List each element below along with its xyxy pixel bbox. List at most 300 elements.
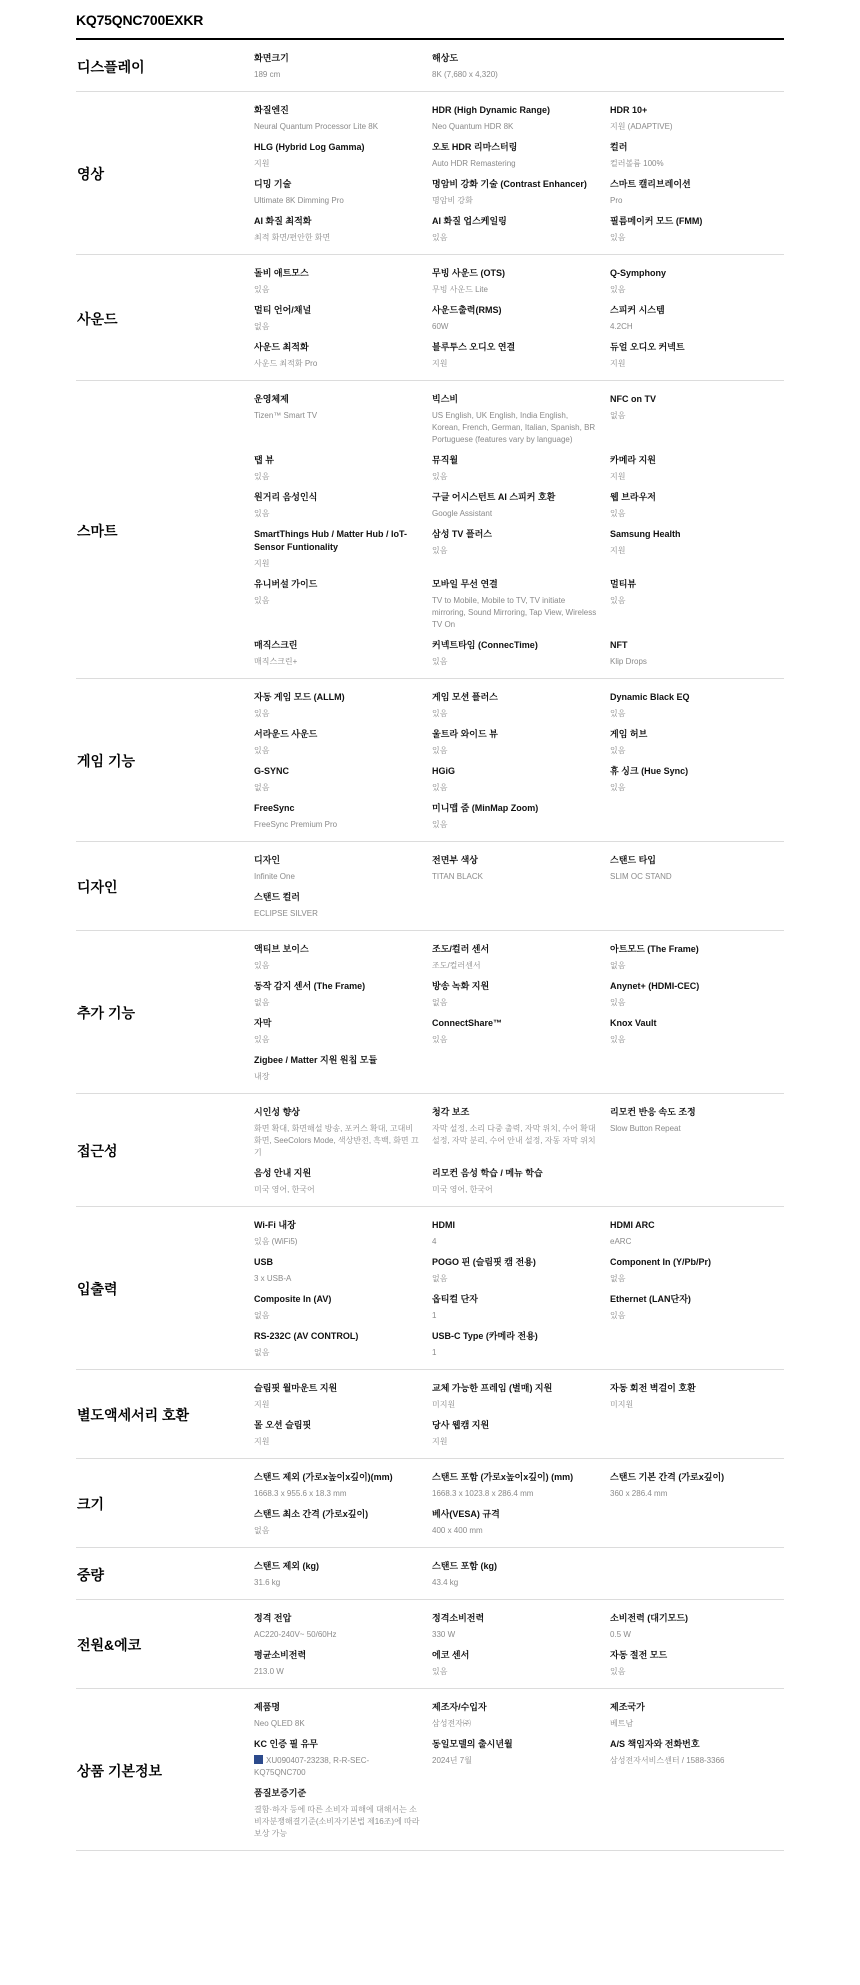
spec-label: 리모컨 음성 학습 / 메뉴 학습: [432, 1168, 543, 1178]
spec-item: [432, 341, 610, 370]
spec-item: [254, 52, 432, 81]
spec-label: 스탠드 포함 (가로x높이x깊이) (mm): [432, 1472, 574, 1482]
spec-grid: [254, 854, 788, 920]
spec-item: [432, 1649, 610, 1678]
spec-value: 없음: [610, 961, 626, 970]
spec-value: 없음: [254, 1526, 270, 1535]
spec-label: 울트라 와이드 뷰: [432, 729, 498, 739]
spec-value: 매직스크린+: [254, 657, 298, 666]
spec-item: [254, 267, 432, 296]
spec-value: 있음: [610, 285, 626, 294]
spec-label: HDMI ARC: [610, 1220, 655, 1230]
spec-value: 결함·하자 등에 따른 소비자 피해에 대해서는 소비자분쟁해결기준(소비자기본법 제16조)에 따라 보상 가능: [254, 1805, 420, 1838]
spec-item: [432, 1017, 610, 1046]
spec-value: Google Assistant: [432, 509, 493, 518]
spec-label: USB-C Type (카메라 전용): [432, 1331, 538, 1341]
model-title: KQ75QNC700EXKR: [76, 0, 784, 40]
spec-section: [76, 1548, 784, 1600]
spec-value: 있음: [254, 1035, 270, 1044]
spec-item: [254, 854, 432, 883]
spec-label: 듀얼 오디오 커넥트: [610, 342, 685, 352]
spec-item: [254, 802, 432, 831]
spec-value: 360 x 286.4 mm: [610, 1489, 668, 1498]
spec-item: [254, 1256, 432, 1285]
section-title: 상품 기본정보: [77, 1762, 163, 1779]
spec-label: 화질엔진: [254, 105, 289, 115]
spec-value: 4: [432, 1237, 437, 1246]
spec-label: 미니맵 줌 (MinMap Zoom): [432, 803, 539, 813]
spec-value: 화면 확대, 화면해설 방송, 포커스 확대, 고대비 화면, SeeColors Mode, 색상반전, 흑백, 화면 끄기: [254, 1124, 419, 1157]
spec-label: 스탠드 포함 (kg): [432, 1561, 497, 1571]
spec-label: Dynamic Black EQ: [610, 692, 690, 702]
spec-value: 있음: [254, 961, 270, 970]
spec-value: 60W: [432, 322, 449, 331]
spec-value: AC220-240V~ 50/60Hz: [254, 1630, 337, 1639]
spec-label: ConnectShare™: [432, 1018, 503, 1028]
spec-item: [432, 1508, 610, 1537]
spec-value: 있음: [254, 472, 270, 481]
spec-item: [610, 141, 788, 170]
spec-item: [432, 802, 610, 831]
spec-label: 스탠드 제외 (kg): [254, 1561, 319, 1571]
spec-label: 에코 센서: [432, 1650, 470, 1660]
spec-item: [254, 578, 432, 631]
spec-label: 동일모델의 출시년월: [432, 1739, 513, 1749]
spec-item: [254, 728, 432, 757]
spec-grid: [254, 1612, 788, 1678]
spec-item: [432, 528, 610, 570]
spec-item: [610, 393, 788, 446]
spec-value: Pro: [610, 196, 623, 205]
spec-label: 명암비 강화 기술 (Contrast Enhancer): [432, 179, 587, 189]
spec-label: 제조국가: [610, 1702, 645, 1712]
spec-value: 지원: [610, 546, 626, 555]
spec-item: [254, 891, 432, 920]
spec-item: [610, 691, 788, 720]
spec-item: [610, 639, 788, 668]
spec-value: Infinite One: [254, 872, 295, 881]
spec-value: 미국 영어, 한국어: [254, 1185, 315, 1194]
spec-label: 베사(VESA) 규격: [432, 1509, 500, 1519]
spec-item: [432, 1106, 610, 1159]
spec-value: 1: [432, 1311, 437, 1320]
spec-value: Ultimate 8K Dimming Pro: [254, 196, 344, 205]
spec-item: [254, 1219, 432, 1248]
spec-label: 슬림핏 월마운트 지원: [254, 1383, 338, 1393]
spec-item: [432, 1738, 610, 1779]
spec-item: [610, 341, 788, 370]
spec-item: [610, 980, 788, 1009]
spec-value: 8K (7,680 x 4,320): [432, 70, 498, 79]
spec-item: [610, 1471, 788, 1500]
spec-label: 원거리 음성인식: [254, 492, 318, 502]
spec-item: [254, 528, 432, 570]
spec-label: 모바일 무선 연결: [432, 579, 498, 589]
spec-label: 동작 감지 센서 (The Frame): [254, 981, 366, 991]
spec-grid: [254, 1382, 788, 1448]
spec-label: 소비전력 (대기모드): [610, 1613, 689, 1623]
spec-label: Anynet+ (HDMI-CEC): [610, 981, 700, 991]
spec-value: TV to Mobile, Mobile to TV, TV initiate mirroring, Sound Mirroring, Tap View, Wireless TV On: [432, 596, 597, 629]
spec-item: [432, 215, 610, 244]
spec-item: [254, 691, 432, 720]
spec-label: 휴 싱크 (Hue Sync): [610, 766, 689, 776]
spec-value: [254, 1755, 420, 1779]
spec-item: [610, 765, 788, 794]
spec-item: [610, 1649, 788, 1678]
spec-value: 지원: [610, 472, 626, 481]
spec-label: 몰 오션 슬림핏: [254, 1420, 312, 1430]
spec-value: Klip Drops: [610, 657, 647, 666]
spec-label: RS-232C (AV CONTROL): [254, 1331, 359, 1341]
spec-value: 있음: [432, 472, 448, 481]
spec-item: [254, 943, 432, 972]
spec-item: [254, 341, 432, 370]
spec-value: 330 W: [432, 1630, 456, 1639]
spec-label: 뮤직월: [432, 455, 459, 465]
spec-label: 무빙 사운드 (OTS): [432, 268, 505, 278]
spec-label: NFC on TV: [610, 394, 656, 404]
spec-value: 있음: [432, 233, 448, 242]
spec-value: 지원 (ADAPTIVE): [610, 122, 673, 131]
spec-value: 없음: [432, 998, 448, 1007]
spec-label: SmartThings Hub / Matter Hub / IoT-Sensor Funtionality: [254, 529, 407, 552]
spec-value: 189 cm: [254, 70, 281, 79]
spec-section: [76, 381, 784, 679]
section-title: 입출력: [77, 1281, 118, 1297]
spec-label: USB: [254, 1257, 274, 1267]
spec-value: 있음: [432, 709, 448, 718]
spec-value: 있음: [254, 746, 270, 755]
spec-item: [254, 491, 432, 520]
spec-value: 2024년 7월: [432, 1756, 472, 1765]
spec-label: 제조자/수입자: [432, 1702, 487, 1712]
spec-value: 있음: [610, 746, 626, 755]
spec-value: 있음: [254, 709, 270, 718]
spec-item: [432, 1293, 610, 1322]
spec-item: [432, 980, 610, 1009]
spec-item: [610, 178, 788, 207]
spec-section: [76, 842, 784, 931]
spec-label: KC 인증 필 유무: [254, 1739, 318, 1749]
spec-section: [76, 40, 784, 92]
spec-value: 내장: [254, 1072, 270, 1081]
spec-item: [254, 1612, 432, 1641]
spec-item: [432, 393, 610, 446]
spec-label: 유니버설 가이드: [254, 579, 318, 589]
spec-value: FreeSync Premium Pro: [254, 820, 338, 829]
spec-value: 자막 설정, 소리 다중 출력, 자막 위치, 수어 확대 설정, 자막 분리, 수어 안내 설정, 자동 자막 위치: [432, 1124, 596, 1145]
spec-grid: [254, 943, 788, 1083]
spec-label: NFT: [610, 640, 628, 650]
spec-item: [432, 267, 610, 296]
spec-item: [432, 1219, 610, 1248]
spec-label: 리모컨 반응 속도 조정: [610, 1107, 696, 1117]
spec-value: 1668.3 x 1023.8 x 286.4 mm: [432, 1489, 534, 1498]
spec-item: [610, 1612, 788, 1641]
spec-label: 자막: [254, 1018, 272, 1028]
spec-value: 0.5 W: [610, 1630, 631, 1639]
spec-value: 43.4 kg: [432, 1578, 459, 1587]
spec-item: [254, 639, 432, 668]
spec-label: POGO 핀 (슬림핏 캠 전용): [432, 1257, 536, 1267]
spec-item: [610, 728, 788, 757]
spec-item: [610, 854, 788, 883]
spec-section: [76, 92, 784, 255]
spec-label: 매직스크린: [254, 640, 298, 650]
spec-item: [610, 1219, 788, 1248]
spec-value: 있음: [432, 657, 448, 666]
spec-label: 제품명: [254, 1702, 281, 1712]
spec-item: [254, 1167, 432, 1196]
spec-label: 컬러: [610, 142, 628, 152]
spec-item: [432, 1560, 610, 1589]
section-title: 사운드: [77, 310, 118, 327]
spec-label: 교체 가능한 프레임 (별매) 지원: [432, 1383, 553, 1393]
spec-label: 운영체제: [254, 394, 289, 404]
spec-grid: [254, 1471, 788, 1537]
spec-item: [432, 943, 610, 972]
spec-label: HLG (Hybrid Log Gamma): [254, 142, 365, 152]
spec-label: 웹 브라우저: [610, 492, 656, 502]
spec-item: [610, 491, 788, 520]
section-title: 중량: [77, 1566, 105, 1583]
spec-label: HDR 10+: [610, 105, 648, 115]
spec-item: [254, 1471, 432, 1500]
spec-item: [432, 728, 610, 757]
spec-value: Neo QLED 8K: [254, 1719, 305, 1728]
spec-value: 있음: [610, 1035, 626, 1044]
spec-value: 있음: [254, 509, 270, 518]
spec-value: 있음: [432, 746, 448, 755]
spec-value: 없음: [254, 1348, 270, 1357]
spec-item: [432, 304, 610, 333]
spec-item: [254, 1787, 432, 1840]
spec-item: [254, 765, 432, 794]
spec-label: 옵티컬 단자: [432, 1294, 478, 1304]
spec-value: Tizen™ Smart TV: [254, 411, 318, 420]
spec-label: 액티브 보이스: [254, 944, 309, 954]
spec-item: [610, 1701, 788, 1730]
spec-label: 커넥트타임 (ConnecTime): [432, 640, 538, 650]
section-title: 별도액세서리 호환: [77, 1407, 190, 1423]
spec-grid: [254, 1701, 788, 1840]
spec-label: HDMI: [432, 1220, 455, 1230]
spec-item: [254, 454, 432, 483]
section-title: 추가 기능: [77, 1005, 135, 1021]
spec-grid: [254, 104, 788, 244]
spec-label: 자동 게임 모드 (ALLM): [254, 692, 345, 702]
spec-value: Neural Quantum Processor Lite 8K: [254, 122, 379, 131]
spec-label: 자동 회전 벽걸이 호환: [610, 1383, 696, 1393]
spec-value: 지원: [254, 1437, 270, 1446]
spec-label: G-SYNC: [254, 766, 290, 776]
spec-value: 없음: [610, 1274, 626, 1283]
spec-item: [432, 1330, 610, 1359]
spec-label: 삼성 TV 플러스: [432, 529, 492, 539]
spec-label: 정격소비전력: [432, 1613, 485, 1623]
spec-item: [254, 215, 432, 244]
spec-label: 당사 웹캠 지원: [432, 1420, 490, 1430]
spec-label: 방송 녹화 지원: [432, 981, 490, 991]
spec-value: 1668.3 x 955.6 x 18.3 mm: [254, 1489, 347, 1498]
spec-item: [254, 1293, 432, 1322]
spec-label: 스피커 시스템: [610, 305, 665, 315]
spec-item: [254, 1382, 432, 1411]
spec-label: 필름메이커 모드 (FMM): [610, 216, 703, 226]
spec-item: [610, 1256, 788, 1285]
spec-value: 있음: [610, 596, 626, 605]
spec-label: 음성 안내 지원: [254, 1168, 312, 1178]
spec-item: [254, 980, 432, 1009]
spec-section: [76, 1459, 784, 1548]
spec-label: 사운드출력(RMS): [432, 305, 502, 315]
spec-value: 있음: [610, 233, 626, 242]
spec-label: 스탠드 기본 간격 (가로x깊이): [610, 1472, 725, 1482]
spec-label: 탭 뷰: [254, 455, 274, 465]
spec-item: [610, 1293, 788, 1322]
spec-label: 자동 절전 모드: [610, 1650, 668, 1660]
spec-label: 해상도: [432, 53, 459, 63]
spec-item: [432, 454, 610, 483]
spec-label: 서라운드 사운드: [254, 729, 318, 739]
spec-section: [76, 1207, 784, 1370]
spec-label: 게임 모션 플러스: [432, 692, 498, 702]
spec-value: 3 x USB-A: [254, 1274, 292, 1283]
spec-label: 빅스비: [432, 394, 459, 404]
spec-value: 없음: [254, 1311, 270, 1320]
spec-value: 지원: [254, 159, 270, 168]
spec-value: 31.6 kg: [254, 1578, 281, 1587]
spec-item: [432, 1471, 610, 1500]
spec-label: 스탠드 최소 간격 (가로x깊이): [254, 1509, 369, 1519]
spec-sections: [76, 40, 784, 1851]
spec-item: [610, 267, 788, 296]
spec-value: 있음: [610, 783, 626, 792]
section-title: 전원&에코: [77, 1637, 142, 1653]
spec-value: 지원: [254, 1400, 270, 1409]
spec-value: 1: [432, 1348, 437, 1357]
spec-item: [432, 854, 610, 883]
spec-section: [76, 255, 784, 381]
spec-grid: [254, 393, 788, 668]
spec-value: 있음: [432, 1667, 448, 1676]
spec-label: Knox Vault: [610, 1018, 657, 1028]
spec-label: 품질보증기준: [254, 1788, 307, 1798]
spec-item: [610, 1382, 788, 1411]
spec-item: [610, 1017, 788, 1046]
spec-item: [610, 528, 788, 570]
spec-item: [254, 304, 432, 333]
spec-item: [432, 578, 610, 631]
spec-item: [610, 1106, 788, 1159]
spec-section: [76, 1094, 784, 1207]
spec-item: [432, 1167, 610, 1196]
spec-value: 있음: [610, 1311, 626, 1320]
section-title: 게임 기능: [77, 753, 135, 769]
spec-value: 없음: [254, 322, 270, 331]
spec-label: 멀티뷰: [610, 579, 637, 589]
spec-value: 무빙 사운드 Lite: [432, 285, 488, 294]
spec-label: 스마트 캘리브레이션: [610, 179, 691, 189]
spec-value: 있음: [432, 820, 448, 829]
spec-item: [610, 215, 788, 244]
spec-value: 있음: [432, 546, 448, 555]
spec-item: [254, 1017, 432, 1046]
spec-value: 없음: [254, 998, 270, 1007]
spec-grid: [254, 691, 788, 831]
spec-value: 베트남: [610, 1719, 634, 1728]
spec-label: HGiG: [432, 766, 456, 776]
spec-grid: [254, 1560, 788, 1589]
spec-label: 게임 허브: [610, 729, 648, 739]
section-title: 크기: [77, 1496, 105, 1512]
section-title: 스마트: [77, 522, 118, 539]
spec-item: [254, 178, 432, 207]
spec-value: 미지원: [610, 1400, 634, 1409]
spec-value: US English, UK English, India English, Korean, French, German, Italian, Spanish, BR Portuguese (features vary by language): [432, 411, 596, 444]
spec-label: 스탠드 타입: [610, 855, 656, 865]
spec-value: Slow Button Repeat: [610, 1124, 681, 1133]
spec-value-text: XU090407-23238, R-R-SEC-KQ75QNC700: [254, 1756, 370, 1777]
spec-value: 있음: [610, 1667, 626, 1676]
spec-item: [432, 141, 610, 170]
spec-value: 삼성전자㈜: [432, 1719, 471, 1728]
spec-value: eARC: [610, 1237, 632, 1246]
spec-section: [76, 1600, 784, 1689]
spec-value: 최적 화면/편안한 화면: [254, 233, 331, 242]
spec-label: Ethernet (LAN단자): [610, 1294, 691, 1304]
spec-value: 없음: [610, 411, 626, 420]
spec-label: 구글 어시스턴트 AI 스피커 호환: [432, 492, 556, 502]
spec-section: [76, 679, 784, 842]
spec-label: 정격 전압: [254, 1613, 292, 1623]
spec-value: 컬러볼륨 100%: [610, 159, 664, 168]
spec-item: [254, 1738, 432, 1779]
spec-item: [610, 1738, 788, 1779]
spec-value: 있음: [432, 783, 448, 792]
spec-item: [432, 639, 610, 668]
spec-item: [432, 104, 610, 133]
spec-item: [432, 178, 610, 207]
spec-section: [76, 1370, 784, 1459]
spec-item: [432, 1701, 610, 1730]
section-title: 디자인: [77, 879, 118, 895]
spec-label: 멀티 언어/채널: [254, 305, 312, 315]
spec-label: AI 화질 업스케일링: [432, 216, 507, 226]
spec-value: 명암비 강화: [432, 196, 473, 205]
spec-item: [610, 104, 788, 133]
spec-section: [76, 1689, 784, 1851]
spec-value: 지원: [432, 1437, 448, 1446]
spec-item: [432, 491, 610, 520]
spec-label: 스탠드 컬러: [254, 892, 300, 902]
spec-item: [432, 52, 610, 81]
spec-item: [610, 454, 788, 483]
spec-label: 조도/컬러 센서: [432, 944, 490, 954]
spec-value: 있음: [610, 509, 626, 518]
spec-label: AI 화질 최적화: [254, 216, 312, 226]
spec-value: 미지원: [432, 1400, 456, 1409]
spec-label: Q-Symphony: [610, 268, 667, 278]
spec-value: 있음: [610, 998, 626, 1007]
spec-label: 블루투스 오디오 연결: [432, 342, 516, 352]
spec-value: 있음: [432, 1035, 448, 1044]
spec-item: [432, 1256, 610, 1285]
spec-value: 400 x 400 mm: [432, 1526, 483, 1535]
spec-value: 213.0 W: [254, 1667, 284, 1676]
spec-grid: [254, 267, 788, 370]
